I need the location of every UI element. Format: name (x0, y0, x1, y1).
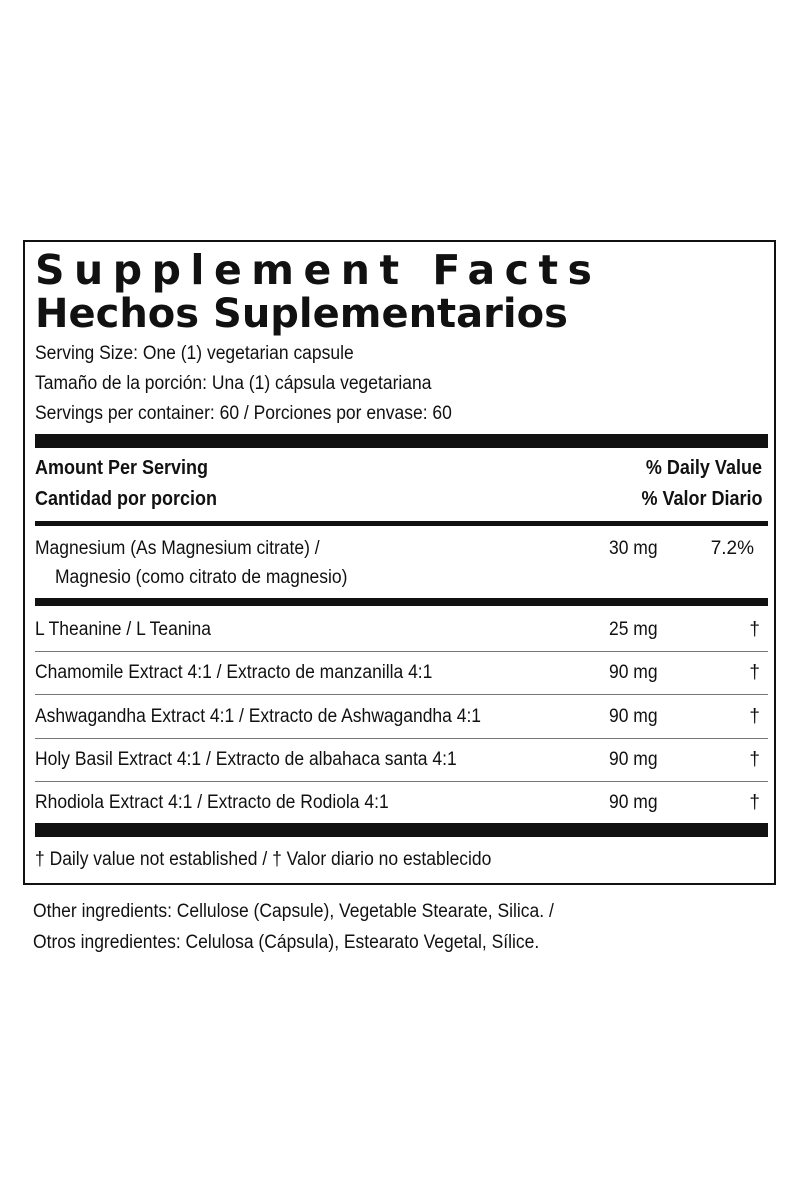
ingredient-daily-value: † (749, 619, 760, 640)
ingredient-amount: 90 mg (609, 706, 658, 727)
supplement-facts-panel (23, 240, 776, 885)
magnesium-name-spanish: Magnesio (como citrato de magnesio) (55, 567, 348, 588)
ingredient-amount: 90 mg (609, 662, 658, 683)
thick-divider-middle (35, 598, 768, 606)
ingredient-name: Chamomile Extract 4:1 / Extracto de manzanilla 4:1 (35, 662, 433, 683)
ingredient-daily-value: † (749, 662, 760, 683)
ingredient-name: L Theanine / L Teanina (35, 619, 211, 640)
thick-divider-bottom (35, 823, 768, 837)
serving-size-english: Serving Size: One (1) vegetarian capsule (35, 343, 354, 364)
ingredient-daily-value: † (749, 792, 760, 813)
row-divider (35, 651, 768, 652)
magnesium-daily-value: 7.2% (710, 538, 754, 559)
panel-title-spanish: Hechos Suplementarios (35, 291, 568, 337)
other-ingredients-spanish: Otros ingredientes: Celulosa (Cápsula), Estearato Vegetal, Sílice. (33, 932, 540, 953)
row-divider (35, 694, 768, 695)
ingredient-amount: 90 mg (609, 749, 658, 770)
ingredient-name: Holy Basil Extract 4:1 / Extracto de albahaca santa 4:1 (35, 749, 457, 770)
daily-value-heading: % Daily Value (645, 457, 762, 479)
magnesium-amount: 30 mg (609, 538, 658, 559)
ingredient-amount: 25 mg (609, 619, 658, 640)
medium-divider (35, 521, 768, 526)
amount-per-serving-heading: Amount Per Serving (35, 457, 209, 479)
ingredient-name: Ashwagandha Extract 4:1 / Extracto de Ashwagandha 4:1 (35, 706, 482, 727)
cantidad-por-porcion-heading: Cantidad por porcion (35, 488, 217, 510)
panel-title-english: Supplement Facts (35, 246, 602, 294)
servings-per-container: Servings per container: 60 / Porciones por envase: 60 (35, 403, 452, 424)
row-divider (35, 738, 768, 739)
ingredient-name: Rhodiola Extract 4:1 / Extracto de Rodiola 4:1 (35, 792, 389, 813)
thick-divider-top (35, 434, 768, 448)
magnesium-name: Magnesium (As Magnesium citrate) / (35, 538, 320, 559)
serving-size-spanish: Tamaño de la porción: Una (1) cápsula vegetariana (35, 373, 432, 394)
ingredient-daily-value: † (749, 749, 760, 770)
daily-value-footnote: † Daily value not established / † Valor diario no establecido (35, 849, 492, 870)
row-divider (35, 781, 768, 782)
ingredient-amount: 90 mg (609, 792, 658, 813)
valor-diario-heading: % Valor Diario (640, 488, 762, 510)
ingredient-daily-value: † (749, 706, 760, 727)
other-ingredients-english: Other ingredients: Cellulose (Capsule), Vegetable Stearate, Silica. / (33, 901, 554, 922)
